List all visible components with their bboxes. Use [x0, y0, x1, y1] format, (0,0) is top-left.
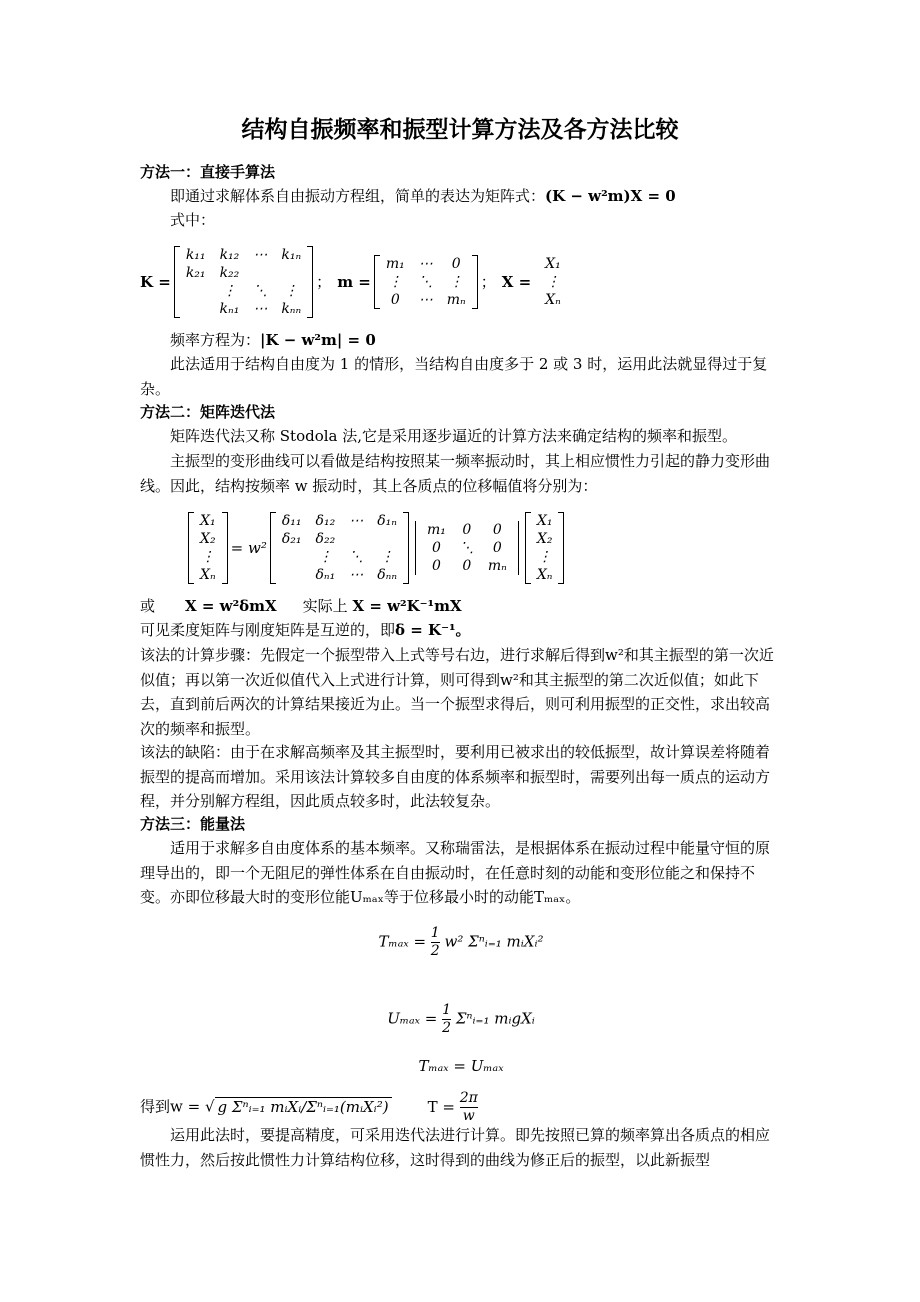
numerator: 1 — [430, 925, 440, 941]
text: 频率方程为： — [170, 331, 261, 349]
matrix-cell: X₂ — [536, 531, 553, 547]
denominator: 2 — [442, 1020, 452, 1036]
matrix-cell: ⋮ — [388, 274, 403, 290]
paragraph: 矩阵迭代法又称 Stodola 法,它是采用逐步逼近的计算方法来确定结构的频率和振型。 — [170, 427, 738, 445]
equation: δ = K⁻¹。 — [395, 621, 471, 639]
matrix-cell: ⋱ — [253, 283, 268, 299]
numerator: 2π — [459, 1090, 478, 1106]
matrix-cell: δ₂₁ — [281, 531, 302, 547]
matrix-cell — [179, 300, 213, 318]
matrix-cell: 0 — [462, 558, 472, 574]
matrix-cell: ⋮ — [318, 549, 333, 565]
matrix-cell: 0 — [462, 522, 472, 538]
matrix-cell: Xₙ — [536, 567, 553, 583]
paragraph: 此法适用于结构自由度为 1 的情形，当结构自由度多于 2 或 3 时，运用此法就显得过于复杂。 — [140, 355, 768, 398]
matrix-cell: δ₂₂ — [315, 531, 336, 547]
matrix-cell: ⋯ — [349, 513, 364, 529]
text: 实际上 — [302, 597, 348, 615]
matrix-cell: 0 — [492, 522, 502, 538]
energy-equality: Tₘₐₓ = Uₘₐₓ — [418, 1057, 504, 1075]
matrix-definitions — [140, 244, 782, 320]
stiffness-matrix — [174, 246, 313, 318]
section-heading-1: 方法一：直接手算法 — [140, 163, 276, 181]
where-label: 式中： — [170, 211, 216, 229]
matrix-cell: mₙ — [446, 292, 466, 308]
matrix-cell: ⋮ — [537, 549, 552, 565]
section-heading-3: 方法三：能量法 — [140, 815, 246, 833]
matrix-cell: 0 — [431, 540, 441, 556]
kinetic-energy-equation — [140, 925, 782, 960]
text: Uₘₐₓ = — [387, 1009, 438, 1028]
matrix-cell: ⋮ — [449, 274, 464, 290]
equation: |K − w²m| = 0 — [260, 331, 376, 349]
matrix-cell: m₁ — [427, 522, 446, 538]
separator: ； — [480, 272, 496, 291]
equation: g Σⁿᵢ₌₁ mᵢXᵢ/Σⁿᵢ₌₁(mᵢXᵢ²) — [215, 1097, 392, 1116]
fraction — [442, 1002, 451, 1037]
matrix-cell: δ₁ₙ — [377, 513, 397, 529]
text: T = — [427, 1097, 455, 1116]
matrix-cell — [246, 264, 274, 282]
matrix-cell: δₙₙ — [377, 567, 397, 583]
fraction — [431, 925, 440, 960]
matrix-cell: k₂₁ — [185, 265, 206, 281]
frequency-formula: 得到w = √ g Σⁿᵢ₌₁ mᵢXᵢ/Σⁿᵢ₌₁(mᵢXᵢ²) T = $\frac{2\pi}{w}$ — [140, 1090, 478, 1124]
displacement-vector — [534, 255, 572, 309]
matrix-cell: ⋯ — [349, 567, 364, 583]
section-heading-2: 方法二：矩阵迭代法 — [140, 403, 276, 421]
paragraph — [140, 184, 782, 209]
matrix-cell — [370, 530, 404, 548]
denominator: 2 — [430, 943, 440, 959]
matrix-cell: k₂₂ — [219, 265, 240, 281]
vector-x — [188, 512, 228, 584]
text: w² Σⁿᵢ₌₁ mᵢXᵢ² — [444, 932, 544, 951]
matrix-cell: Xₙ — [200, 567, 216, 583]
matrix-cell: 0 — [492, 540, 502, 556]
matrix-cell — [275, 548, 309, 566]
paragraph — [140, 594, 782, 619]
matrix-cell: 0 — [451, 256, 461, 272]
matrix-cell — [275, 566, 309, 584]
paragraph: 适用于求解多自由度体系的基本频率。又称瑞雷法，是根据体系在振动过程中能量守恒的原理导出的，即一个无阻尼的弹性体系在自由振动时，在任意时刻的动能和变形位能之和保持不变。亦即位移最大时的变形位能Uₘₐₓ等于位移最小时的动能Tₘₐₓ。 — [140, 839, 771, 906]
flexibility-matrix — [270, 512, 409, 584]
matrix-cell: ⋱ — [418, 274, 433, 290]
matrix-cell: ⋯ — [418, 256, 433, 272]
equation-label: m = — [337, 272, 371, 291]
text: 可见柔度矩阵与刚度矩阵是互逆的，即 — [140, 621, 396, 639]
page-title: 结构自振频率和振型计算方法及各方法比较 — [241, 116, 679, 143]
text: Tₘₐₓ = — [378, 932, 427, 951]
matrix-cell: δ₁₁ — [281, 513, 302, 529]
matrix-cell: kₙₙ — [281, 301, 302, 317]
matrix-cell: m₁ — [385, 256, 405, 272]
potential-energy-equation — [140, 1002, 782, 1037]
matrix-cell: k₁₂ — [219, 247, 240, 263]
equation: X = w²K⁻¹mX — [352, 597, 462, 615]
paragraph — [140, 618, 782, 643]
matrix-cell: 0 — [431, 558, 441, 574]
matrix-cell: ⋯ — [253, 301, 268, 317]
matrix-cell: 0 — [390, 292, 400, 308]
mass-matrix — [415, 521, 519, 575]
matrix-cell: ⋱ — [349, 549, 364, 565]
paragraph: 主振型的变形曲线可以看做是结构按照某一频率振动时，其上相应惯性力引起的静力变形曲线。因此，结构按频率 w 振动时，其上各质点的位移幅值将分别为： — [140, 452, 771, 495]
matrix-cell: Xₙ — [545, 292, 561, 308]
matrix-cell — [274, 264, 308, 282]
text: 即通过求解体系自由振动方程组，简单的表达为矩阵式： — [170, 187, 546, 205]
iteration-equation — [185, 510, 827, 586]
matrix-cell: ⋮ — [380, 549, 395, 565]
matrix-cell: δ₁₂ — [315, 513, 336, 529]
text: Σⁿᵢ₌₁ mᵢgXᵢ — [455, 1009, 535, 1028]
fraction — [460, 1090, 478, 1125]
paragraph: 该法的计算步骤：先假定一个振型带入上式等号右边，进行求解后得到w²和其主振型的第一次近似值；再以第一次近似值代入上式进行计算，则可得到w²和其主振型的第二次近似值；如此下去，直到前后两次的计算结果接近为止。当一个振型求得后，则可利用振型的正交性，求出较高次的频率和振型。 — [140, 646, 774, 738]
mass-matrix — [374, 255, 478, 309]
paragraph — [140, 328, 782, 353]
matrix-cell: ⋮ — [200, 549, 215, 565]
matrix-cell: ⋮ — [284, 283, 299, 299]
equation: (K − w²m)X = 0 — [545, 187, 676, 205]
denominator: w — [462, 1108, 475, 1124]
matrix-cell: k₁ₙ — [281, 247, 302, 263]
matrix-cell: X₁ — [200, 513, 216, 529]
equation: X = w²δmX — [185, 597, 277, 615]
text: 或 — [140, 597, 156, 615]
matrix-cell: ⋯ — [418, 292, 433, 308]
matrix-cell: X₁ — [545, 256, 561, 272]
paragraph: 该法的缺陷：由于在求解高频率及其主振型时，要利用已被求出的较低振型，故计算误差将随着振型的提高而增加。采用该法计算较多自由度的体系频率和振型时，需要列出每一质点的运动方程，并分别解方程组，因此质点较多时，此法较复杂。 — [140, 743, 771, 810]
numerator: 1 — [442, 1002, 452, 1018]
matrix-cell: k₁₁ — [185, 247, 206, 263]
vector-x — [525, 512, 565, 584]
matrix-cell: ⋮ — [545, 274, 560, 290]
matrix-cell: kₙ₁ — [219, 301, 240, 317]
paragraph: 运用此法时，要提高精度，可采用迭代法进行计算。即先按照已算的频率算出各质点的相应惯性力，然后按此惯性力计算结构位移，这时得到的曲线为修正后的振型，以此新振型 — [140, 1126, 771, 1169]
separator: ； — [316, 272, 332, 291]
equation-label: X = — [501, 272, 532, 291]
matrix-cell: ⋯ — [253, 247, 268, 263]
matrix-cell: ⋱ — [459, 540, 474, 556]
matrix-cell — [179, 282, 213, 300]
text: 得到w = — [140, 1097, 201, 1116]
matrix-cell — [342, 530, 370, 548]
matrix-cell: X₁ — [536, 513, 553, 529]
matrix-cell: mₙ — [487, 558, 507, 574]
equation-text: = w² — [230, 538, 267, 557]
equation-label: K = — [140, 272, 171, 291]
matrix-cell: δₙ₁ — [315, 567, 336, 583]
matrix-cell: ⋮ — [222, 283, 237, 299]
matrix-cell: X₂ — [200, 531, 216, 547]
